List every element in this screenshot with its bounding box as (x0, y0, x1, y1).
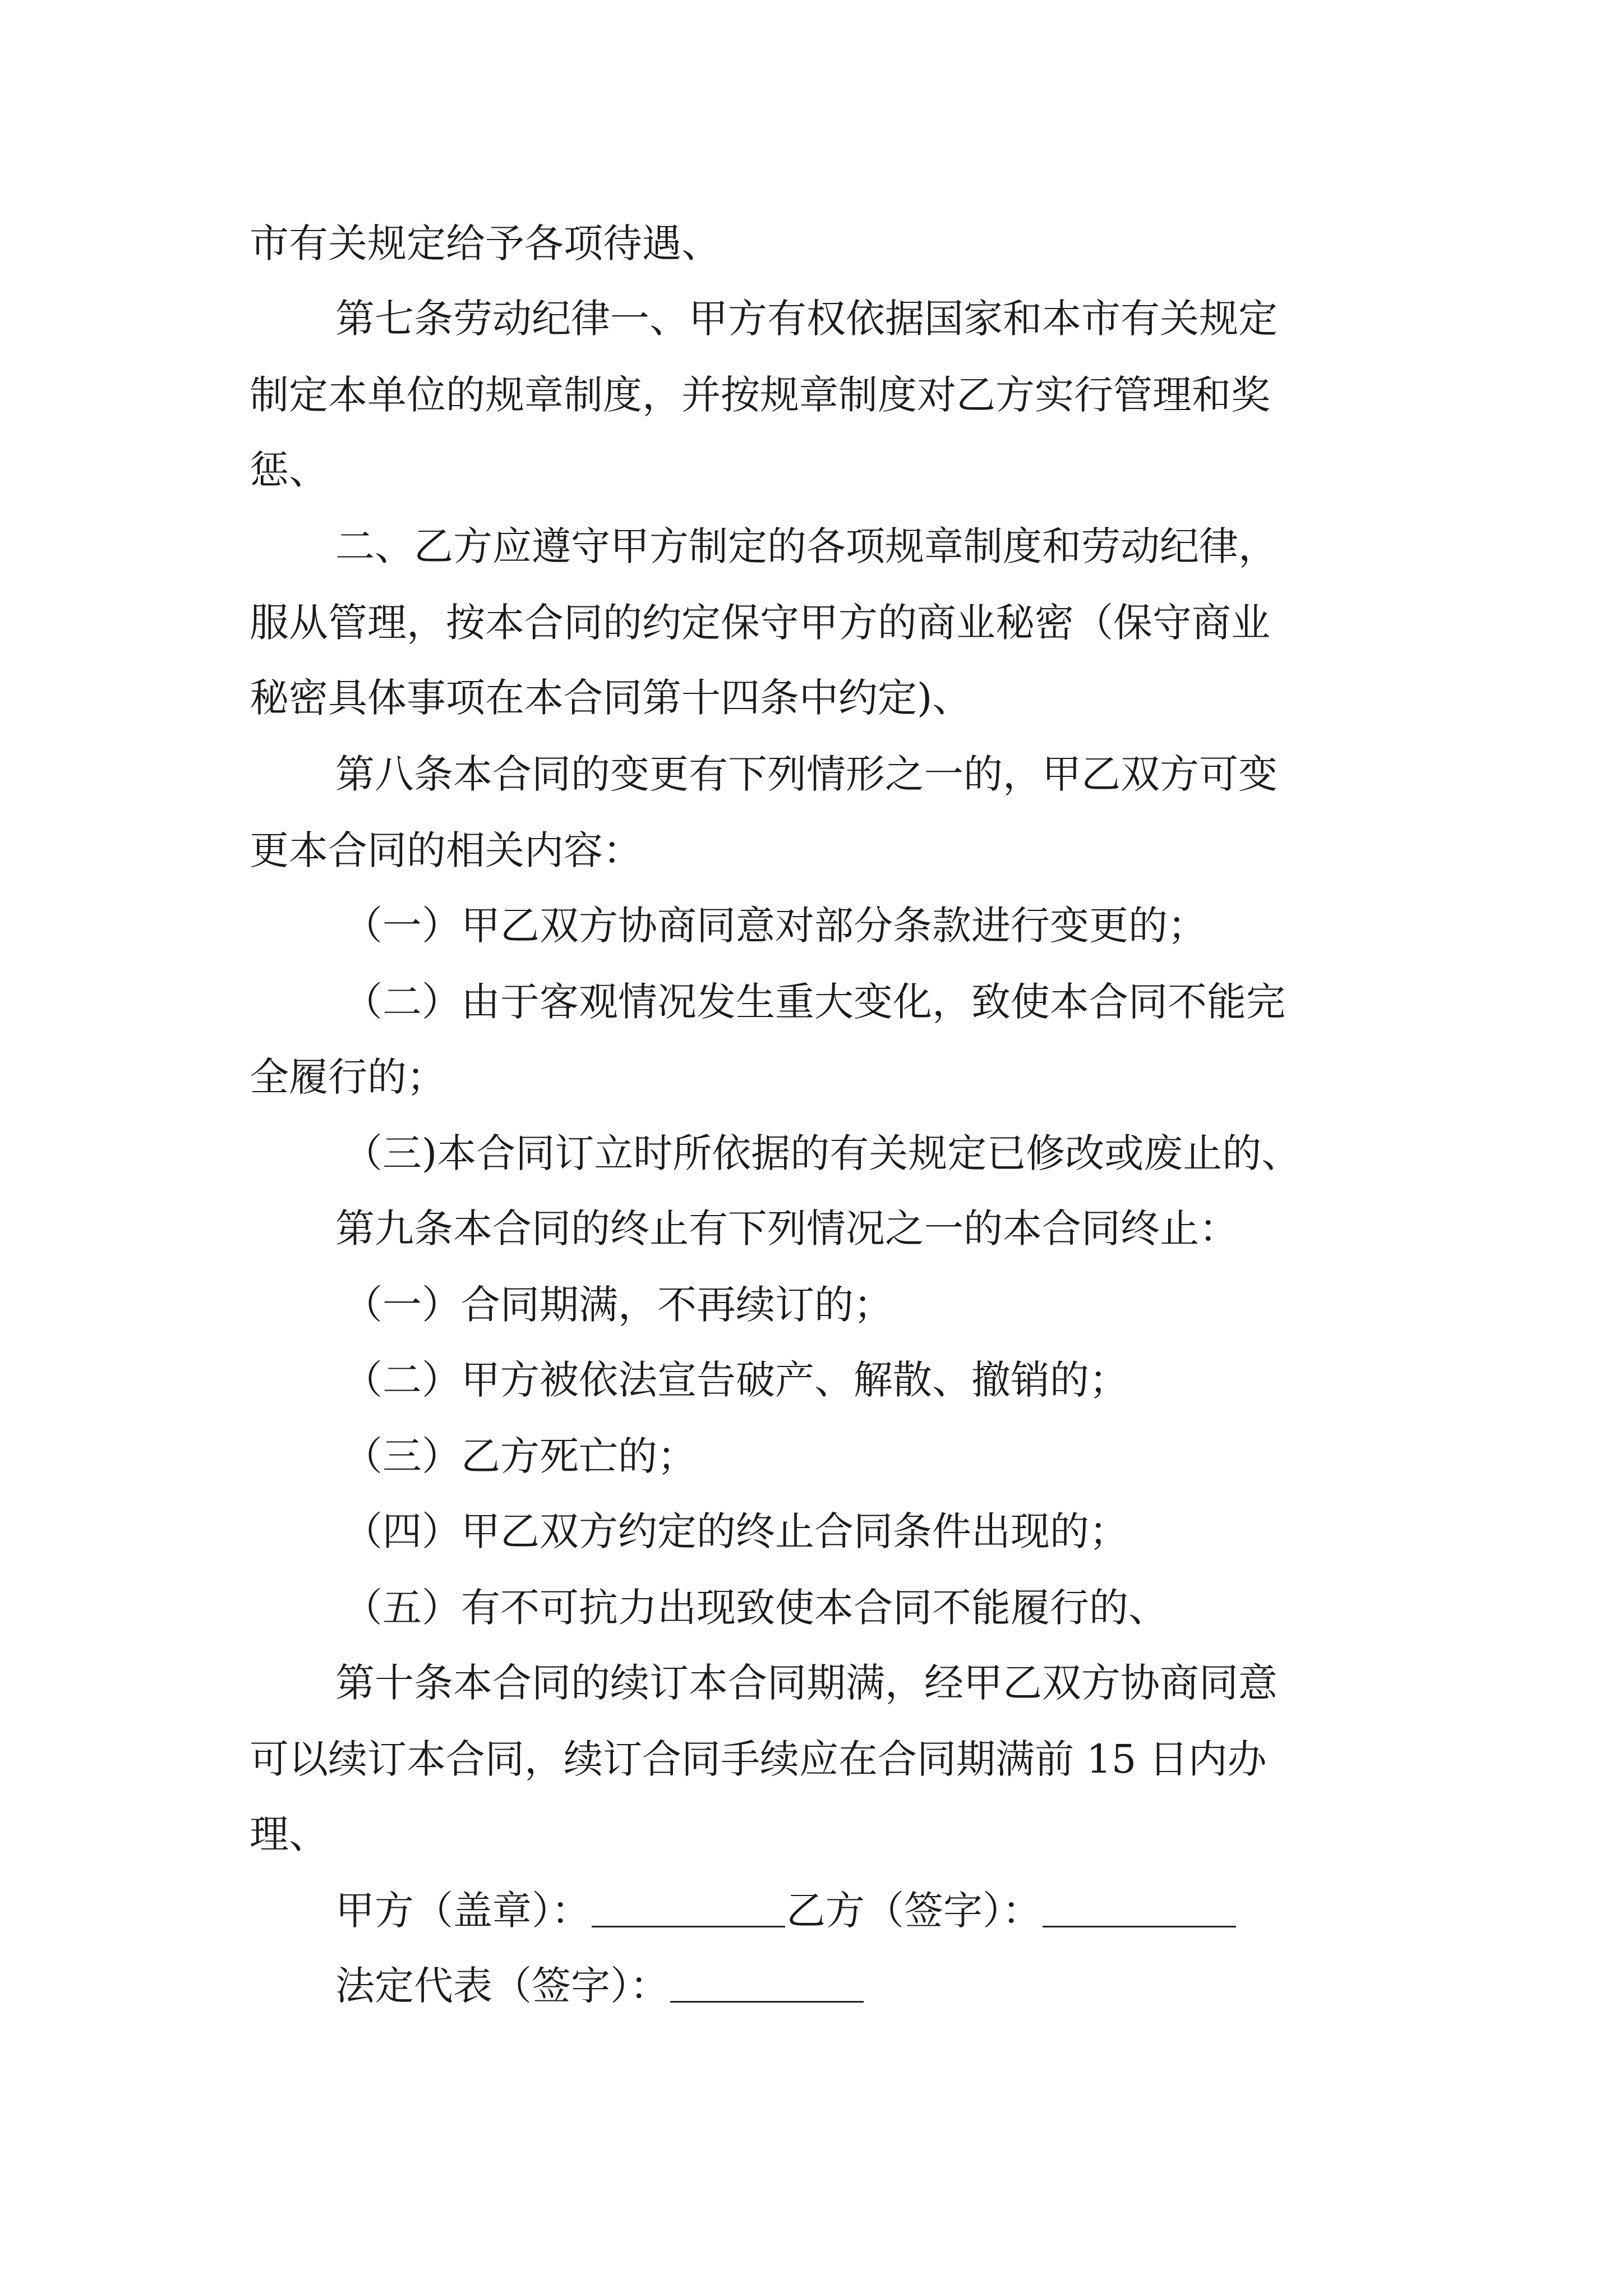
party-b-label: 乙方（签字）： (786, 1888, 1041, 1934)
paragraph-line: （三)本合同订立时所依据的有关规定已修改或废止的、 (343, 1130, 1301, 1176)
paragraph-line: （四）甲乙双方约定的终止合同条件出现的； (343, 1508, 1128, 1554)
paragraph-line: 服从管理，按本合同的约定保守甲方的商业秘密（保守商业 (250, 600, 1270, 646)
paragraph-line: 全履行的； (250, 1054, 446, 1100)
legal-rep-label: 法定代表（签字）： (335, 1963, 669, 2009)
signature-row-legal-rep (335, 1958, 865, 2014)
paragraph-line: 惩、 (250, 447, 328, 493)
signature-row-parties (335, 1883, 1237, 1939)
paragraph-line: （一）甲乙双方协商同意对部分条款进行变更的； (343, 903, 1207, 949)
paragraph-line: 秘密具体事项在本合同第十四条中约定)、 (250, 675, 972, 721)
paragraph-line: 理、 (250, 1811, 328, 1857)
legal-rep-blank (670, 1962, 864, 2003)
paragraph-line: 第八条本合同的变更有下列情形之一的，甲乙双方可变 (335, 751, 1278, 797)
paragraph-line: 第十条本合同的续订本合同期满，经甲乙双方协商同意 (335, 1660, 1278, 1706)
paragraph-line: （二）甲方被依法宣告破产、解散、撤销的； (343, 1357, 1128, 1403)
paragraph-line: 可以续订本合同，续订合同手续应在合同期满前 15 日内办 (250, 1736, 1267, 1782)
party-a-blank (592, 1887, 785, 1927)
paragraph-line: 第七条劳动纪律一、甲方有权依据国家和本市有关规定 (335, 296, 1278, 342)
paragraph-line: 第九条本合同的终止有下列情况之一的本合同终止： (335, 1205, 1238, 1251)
paragraph-line: 更本合同的相关内容： (250, 827, 642, 873)
paragraph-line: （二）由于客观情况发生重大变化，致使本合同不能完 (343, 979, 1285, 1025)
paragraph-line: 市有关规定给予各项待遇、 (250, 220, 721, 266)
party-a-label: 甲方（盖章）： (335, 1888, 591, 1934)
paragraph-line: 制定本单位的规章制度，并按规章制度对乙方实行管理和奖 (250, 372, 1270, 418)
paragraph-line: 二、乙方应遵守甲方制定的各项规章制度和劳动纪律， (335, 523, 1278, 569)
paragraph-line: （一）合同期满，不再续订的； (343, 1282, 893, 1328)
party-b-blank (1043, 1887, 1236, 1927)
paragraph-line: （三）乙方死亡的； (343, 1433, 697, 1479)
paragraph-line: （五）有不可抗力出现致使本合同不能履行的、 (343, 1585, 1168, 1631)
